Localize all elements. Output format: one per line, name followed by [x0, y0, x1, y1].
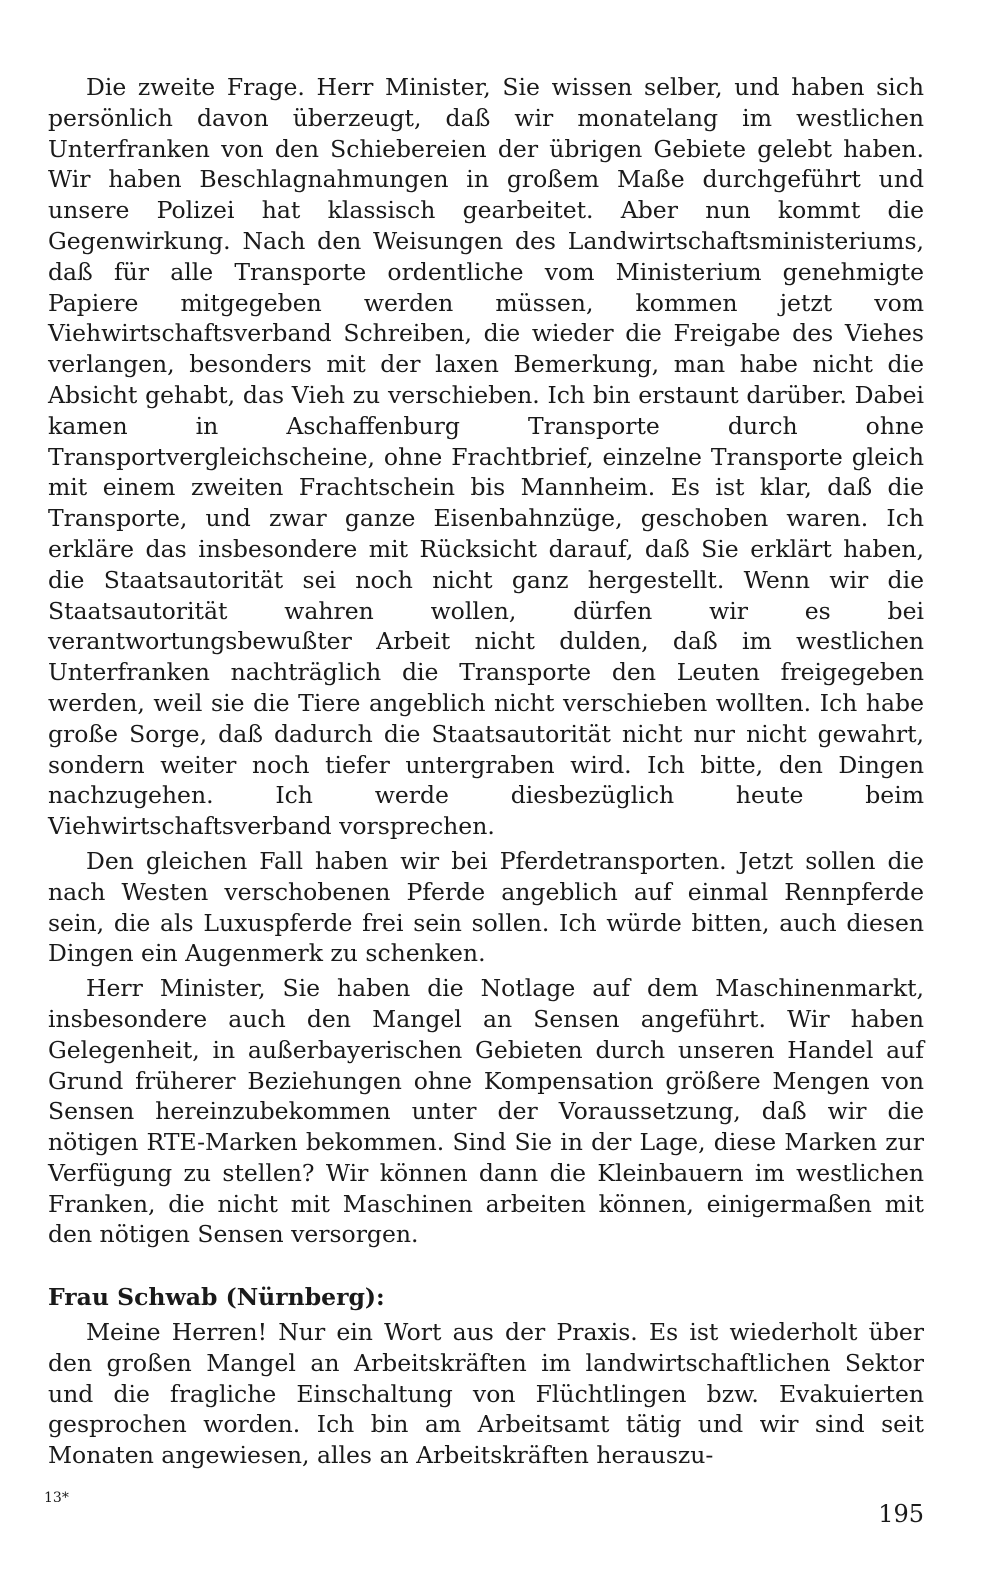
paragraph-speaker-remarks: Meine Herren! Nur ein Wort aus der Praxis. Es ist wiederholt über den großen Mangel an Arbeitskräften im landwirtschaftlichen Sektor und die fragliche Einschaltung von Flüchtlingen bzw. Evakuierten gesprochen worden. Ich bin am Arbeitsamt tätig und wir sind seit Monaten angewiesen, alles an Arbeitskräften herauszu- [48, 1318, 924, 1470]
paragraph-horse-transports: Den gleichen Fall haben wir bei Pferdetransporten. Jetzt sollen die nach Westen verschobenen Pferde angeblich auf einmal Rennpferde sein, die als Luxuspferde frei sein sollen. Ich würde bitten, auch diesen Dingen ein Augenmerk zu schenken. [48, 846, 924, 968]
document-page [48, 72, 924, 1471]
page-number: 195 [878, 1500, 924, 1528]
paragraph-scythes: Herr Minister, Sie haben die Notlage auf dem Maschinenmarkt, insbesondere auch den Mangel an Sensen angeführt. Wir haben Gelegenheit, in außerbayerischen Gebieten durch unseren Handel auf Grund früherer Beziehungen ohne Kompensation größere Mengen von Sensen hereinzubekommen unter der Voraussetzung, daß wir die nötigen RTE-Marken bekommen. Sind Sie in der Lage, diese Marken zur Verfügung zu stellen? Wir können dann die Kleinbauern im westlichen Franken, die nicht mit Maschinen arbeiten können, einigermaßen mit den nötigen Sensen versorgen. [48, 974, 924, 1249]
paragraph-second-question: Die zweite Frage. Herr Minister, Sie wissen selber, und haben sich persönlich davon überzeugt, daß wir monatelang im westlichen Unterfranken von den Schiebereien der übrigen Gebiete gelebt haben. Wir haben Beschlagnahmungen in großem Maße durchgeführt und unsere Polizei hat klassisch gearbeitet. Aber nun kommt die Gegenwirkung. Nach den Weisungen des Landwirtschaftsministeriums, daß für alle Transporte ordentliche vom Ministerium genehmigte Papiere mitgegeben werden müssen, kommen jetzt vom Viehwirtschaftsverband Schreiben, die wieder die Freigabe des Viehes verlangen, besonders mit der laxen Bemerkung, man habe nicht die Absicht gehabt, das Vieh zu verschieben. Ich bin erstaunt darüber. Dabei kamen in Aschaffenburg Transporte durch ohne Transportvergleichscheine, ohne Frachtbrief, einzelne Transporte gleich mit einem zweiten Frachtschein bis Mannheim. Es ist klar, daß die Transporte, und zwar ganze Eisenbahnzüge, geschoben waren. Ich erkläre das insbesondere mit Rücksicht darauf, daß Sie erklärt haben, die Staatsautorität sei noch nicht ganz hergestellt. Wenn wir die Staatsautorität wahren wollen, dürfen wir es bei verantwortungsbewußter Arbeit nicht dulden, daß im westlichen Unterfranken nachträglich die Transporte den Leuten freigegeben werden, weil sie die Tiere angeblich nicht verschieben wollten. Ich habe große Sorge, daß dadurch die Staatsautorität nicht nur nicht gewahrt, sondern weiter noch tiefer untergraben wird. Ich bitte, den Dingen nachzugehen. Ich werde diesbezüglich heute beim Viehwirtschaftsverband vorsprechen. [48, 73, 924, 841]
speaker-heading: Frau Schwab (Nürnberg): [48, 1283, 385, 1312]
printer-signature-mark: 13* [44, 1490, 69, 1506]
